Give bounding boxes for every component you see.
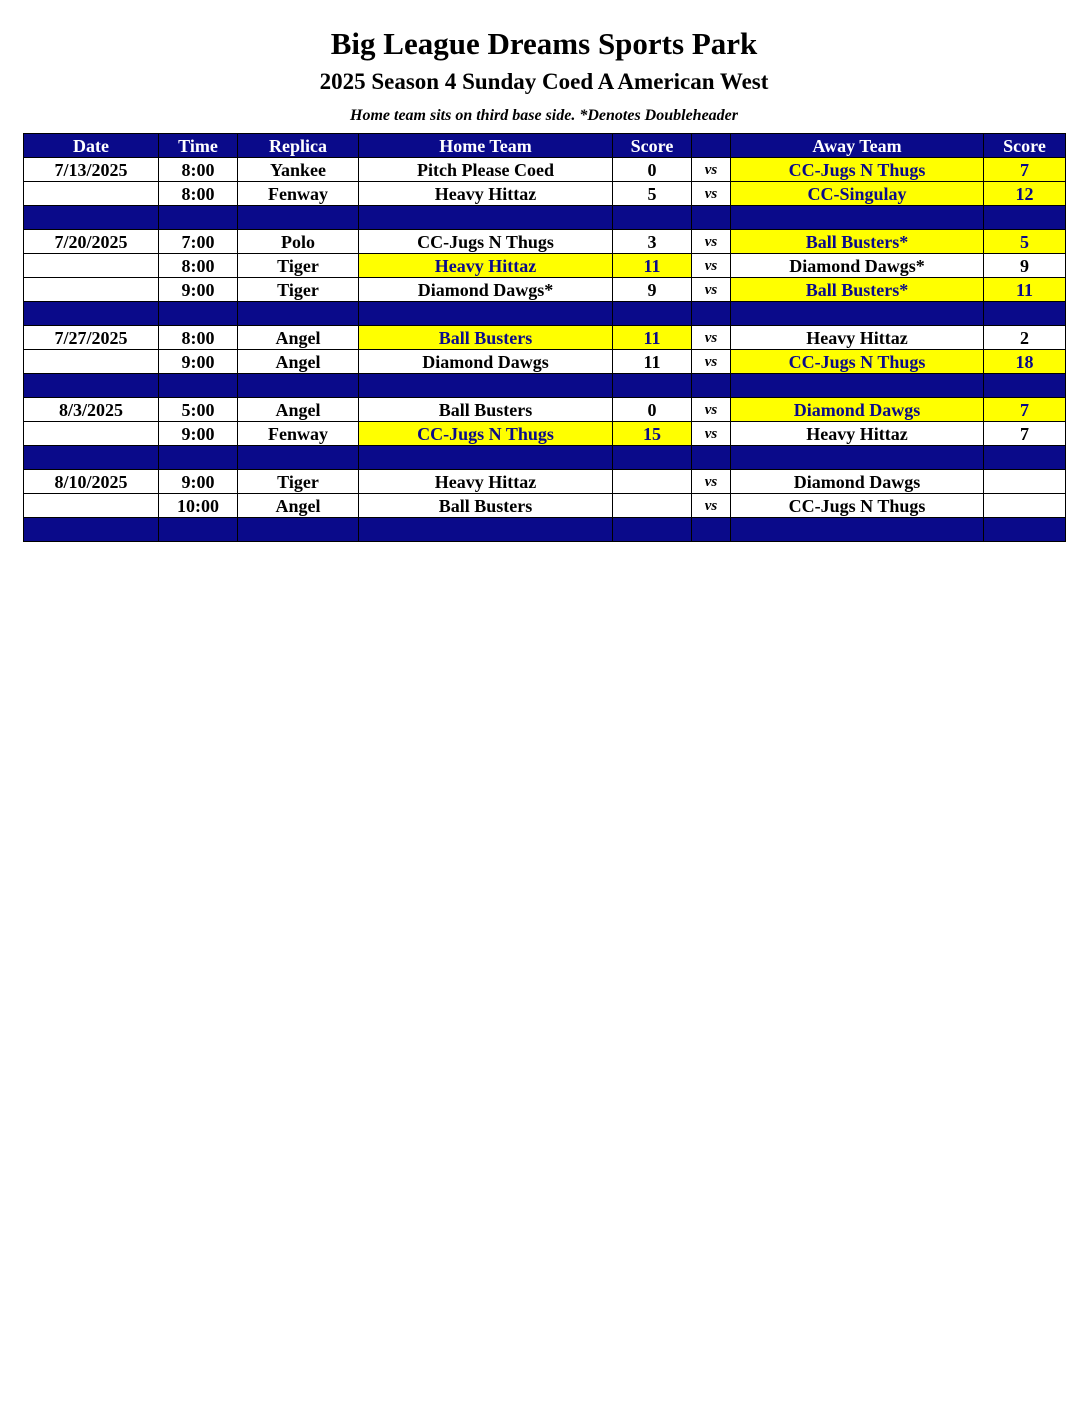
spacer-cell	[238, 446, 359, 470]
spacer-cell	[692, 374, 731, 398]
home-team-cell: Ball Busters	[359, 494, 613, 518]
away-team-cell: Heavy Hittaz	[731, 326, 984, 350]
time-cell: 5:00	[159, 398, 238, 422]
home-score-cell: 0	[613, 398, 692, 422]
date-cell: 8/10/2025	[24, 470, 159, 494]
time-cell: 8:00	[159, 182, 238, 206]
spacer-cell	[984, 302, 1066, 326]
time-cell: 9:00	[159, 350, 238, 374]
replica-cell: Angel	[238, 326, 359, 350]
home-score-cell	[613, 470, 692, 494]
vs-cell: vs	[692, 494, 731, 518]
col-header-home-team: Home Team	[359, 134, 613, 158]
spacer-cell	[359, 302, 613, 326]
table-row	[24, 182, 1066, 206]
replica-cell: Fenway	[238, 182, 359, 206]
away-team-cell: Diamond Dawgs	[731, 470, 984, 494]
table-row	[24, 326, 1066, 350]
spacer-cell	[731, 302, 984, 326]
table-row	[24, 350, 1066, 374]
vs-cell: vs	[692, 422, 731, 446]
vs-cell: vs	[692, 182, 731, 206]
spacer-cell	[359, 374, 613, 398]
date-cell	[24, 350, 159, 374]
spacer-cell	[359, 518, 613, 542]
vs-cell: vs	[692, 326, 731, 350]
spacer-cell	[613, 518, 692, 542]
replica-cell: Angel	[238, 494, 359, 518]
home-team-cell: Heavy Hittaz	[359, 470, 613, 494]
date-cell	[24, 278, 159, 302]
home-score-cell: 11	[613, 326, 692, 350]
spacer-cell	[731, 206, 984, 230]
spacer-cell	[159, 374, 238, 398]
time-cell: 9:00	[159, 470, 238, 494]
spacer-cell	[238, 374, 359, 398]
replica-cell: Polo	[238, 230, 359, 254]
table-row	[24, 422, 1066, 446]
spacer-row	[24, 206, 1066, 230]
spacer-row	[24, 302, 1066, 326]
spacer-row	[24, 446, 1066, 470]
schedule-body	[24, 158, 1066, 542]
replica-cell: Fenway	[238, 422, 359, 446]
home-team-cell: Heavy Hittaz	[359, 254, 613, 278]
replica-cell: Tiger	[238, 278, 359, 302]
replica-cell: Angel	[238, 350, 359, 374]
spacer-cell	[613, 446, 692, 470]
date-cell: 7/20/2025	[24, 230, 159, 254]
time-cell: 7:00	[159, 230, 238, 254]
table-row	[24, 494, 1066, 518]
replica-cell: Yankee	[238, 158, 359, 182]
spacer-cell	[359, 206, 613, 230]
away-score-cell: 7	[984, 158, 1066, 182]
time-cell: 10:00	[159, 494, 238, 518]
home-score-cell: 11	[613, 350, 692, 374]
table-row	[24, 470, 1066, 494]
away-team-cell: Diamond Dawgs*	[731, 254, 984, 278]
spacer-cell	[238, 518, 359, 542]
date-cell: 8/3/2025	[24, 398, 159, 422]
home-team-cell: Diamond Dawgs*	[359, 278, 613, 302]
col-header-vs	[692, 134, 731, 158]
col-header-date: Date	[24, 134, 159, 158]
col-header-time: Time	[159, 134, 238, 158]
spacer-cell	[984, 518, 1066, 542]
schedule-table	[23, 133, 1066, 542]
away-score-cell: 12	[984, 182, 1066, 206]
away-score-cell: 2	[984, 326, 1066, 350]
spacer-row	[24, 518, 1066, 542]
spacer-row	[24, 374, 1066, 398]
away-score-cell	[984, 494, 1066, 518]
home-score-cell: 5	[613, 182, 692, 206]
away-team-cell: CC-Jugs N Thugs	[731, 158, 984, 182]
date-cell	[24, 422, 159, 446]
table-row	[24, 398, 1066, 422]
table-row	[24, 230, 1066, 254]
table-row	[24, 254, 1066, 278]
home-score-cell: 9	[613, 278, 692, 302]
spacer-cell	[613, 302, 692, 326]
away-score-cell: 5	[984, 230, 1066, 254]
time-cell: 8:00	[159, 158, 238, 182]
vs-cell: vs	[692, 470, 731, 494]
home-team-cell: Ball Busters	[359, 326, 613, 350]
table-row	[24, 158, 1066, 182]
away-team-cell: CC-Singulay	[731, 182, 984, 206]
away-team-cell: CC-Jugs N Thugs	[731, 494, 984, 518]
home-score-cell: 3	[613, 230, 692, 254]
spacer-cell	[731, 446, 984, 470]
spacer-cell	[731, 374, 984, 398]
home-score-cell: 0	[613, 158, 692, 182]
home-team-cell: CC-Jugs N Thugs	[359, 230, 613, 254]
table-row	[24, 278, 1066, 302]
spacer-cell	[24, 206, 159, 230]
away-score-cell: 11	[984, 278, 1066, 302]
vs-cell: vs	[692, 230, 731, 254]
spacer-cell	[613, 374, 692, 398]
time-cell: 9:00	[159, 422, 238, 446]
page-subtitle: 2025 Season 4 Sunday Coed A American West	[319, 69, 769, 94]
spacer-cell	[238, 302, 359, 326]
spacer-cell	[613, 206, 692, 230]
col-header-replica: Replica	[238, 134, 359, 158]
away-score-cell: 7	[984, 398, 1066, 422]
vs-cell: vs	[692, 254, 731, 278]
date-cell: 7/13/2025	[24, 158, 159, 182]
vs-cell: vs	[692, 158, 731, 182]
col-header-away-score: Score	[984, 134, 1066, 158]
vs-cell: vs	[692, 398, 731, 422]
spacer-cell	[159, 302, 238, 326]
spacer-cell	[984, 206, 1066, 230]
home-score-cell	[613, 494, 692, 518]
home-score-cell: 11	[613, 254, 692, 278]
away-score-cell	[984, 470, 1066, 494]
spacer-cell	[692, 518, 731, 542]
time-cell: 9:00	[159, 278, 238, 302]
time-cell: 8:00	[159, 254, 238, 278]
spacer-cell	[24, 374, 159, 398]
date-cell	[24, 254, 159, 278]
home-team-cell: CC-Jugs N Thugs	[359, 422, 613, 446]
home-team-cell: Diamond Dawgs	[359, 350, 613, 374]
spacer-cell	[238, 206, 359, 230]
date-cell	[24, 182, 159, 206]
page-title: Big League Dreams Sports Park	[330, 26, 758, 61]
away-team-cell: Diamond Dawgs	[731, 398, 984, 422]
replica-cell: Tiger	[238, 254, 359, 278]
date-cell	[24, 494, 159, 518]
spacer-cell	[159, 206, 238, 230]
away-team-cell: Ball Busters*	[731, 230, 984, 254]
header-row	[24, 134, 1066, 158]
spacer-cell	[692, 206, 731, 230]
spacer-cell	[359, 446, 613, 470]
home-team-cell: Ball Busters	[359, 398, 613, 422]
col-header-home-score: Score	[613, 134, 692, 158]
replica-cell: Angel	[238, 398, 359, 422]
spacer-cell	[692, 302, 731, 326]
home-team-cell: Pitch Please Coed	[359, 158, 613, 182]
spacer-cell	[692, 446, 731, 470]
spacer-cell	[159, 518, 238, 542]
home-team-cell: Heavy Hittaz	[359, 182, 613, 206]
away-score-cell: 9	[984, 254, 1066, 278]
away-score-cell: 7	[984, 422, 1066, 446]
away-team-cell: Heavy Hittaz	[731, 422, 984, 446]
spacer-cell	[24, 446, 159, 470]
spacer-cell	[24, 302, 159, 326]
replica-cell: Tiger	[238, 470, 359, 494]
spacer-cell	[731, 518, 984, 542]
spacer-cell	[984, 374, 1066, 398]
vs-cell: vs	[692, 278, 731, 302]
col-header-away-team: Away Team	[731, 134, 984, 158]
spacer-cell	[159, 446, 238, 470]
away-score-cell: 18	[984, 350, 1066, 374]
date-cell: 7/27/2025	[24, 326, 159, 350]
home-score-cell: 15	[613, 422, 692, 446]
doubleheader-note: Home team sits on third base side. *Denotes Doubleheader	[350, 107, 738, 124]
away-team-cell: CC-Jugs N Thugs	[731, 350, 984, 374]
time-cell: 8:00	[159, 326, 238, 350]
vs-cell: vs	[692, 350, 731, 374]
away-team-cell: Ball Busters*	[731, 278, 984, 302]
spacer-cell	[24, 518, 159, 542]
spacer-cell	[984, 446, 1066, 470]
